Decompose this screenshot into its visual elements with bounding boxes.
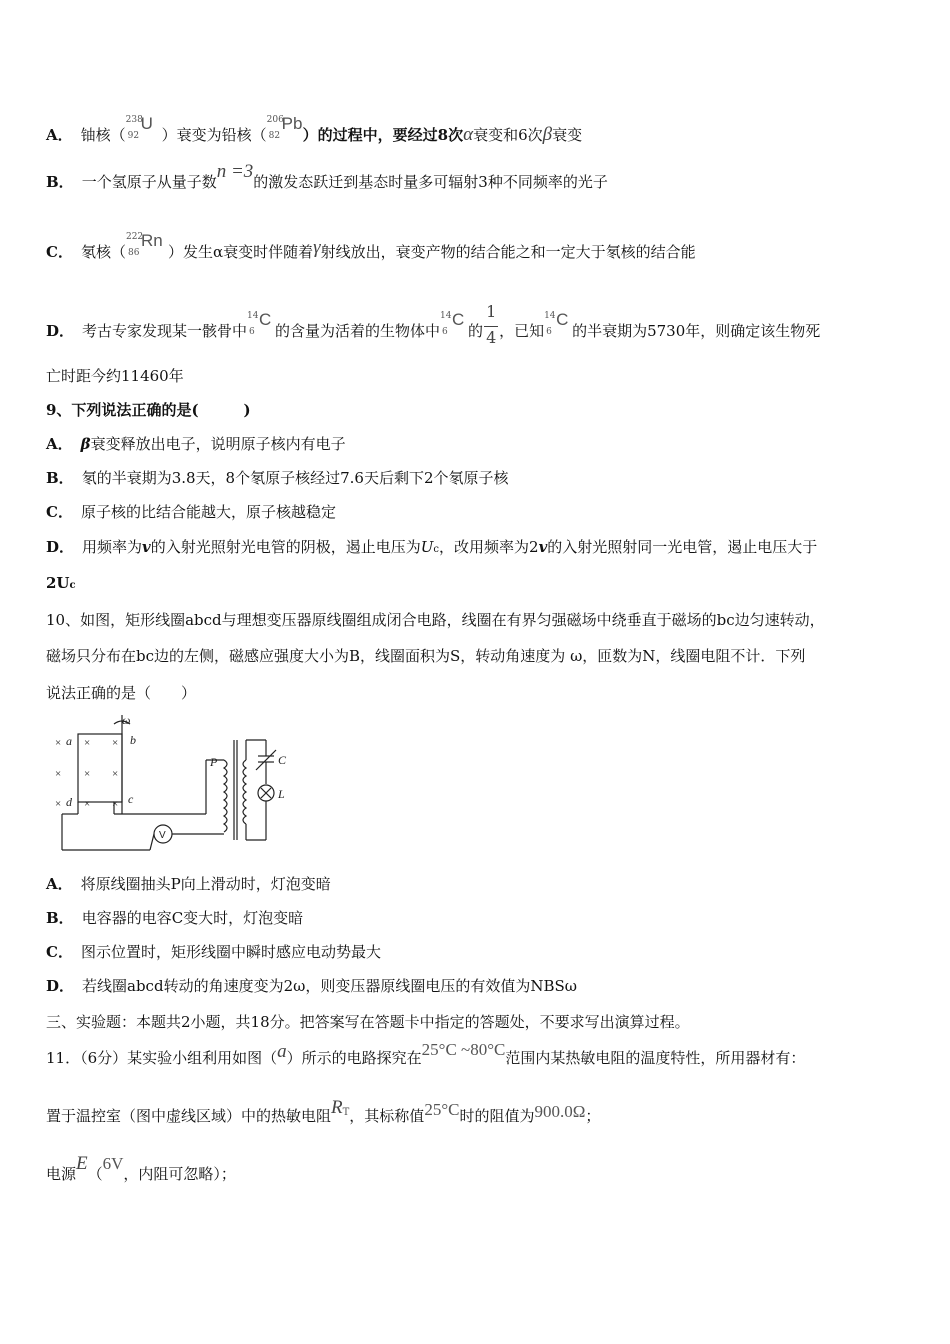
emf-symbol: E	[76, 1153, 88, 1174]
voltage-symbol: U	[420, 538, 434, 556]
x-mark: ×	[84, 768, 91, 780]
option-label: C．	[46, 943, 73, 961]
q10-option-d	[46, 976, 577, 996]
option-text: 用频率为	[82, 538, 143, 556]
option-text: 氡核（	[80, 243, 126, 261]
option-label: D．	[46, 322, 75, 340]
option-text: 铀核（	[80, 126, 126, 144]
q10-option-c	[46, 942, 381, 962]
option-text: 的	[468, 322, 484, 340]
option-label: A．	[46, 875, 73, 893]
label-a: a	[66, 734, 72, 748]
q9-option-d-cont	[46, 573, 76, 596]
figure-ref: a	[277, 1041, 287, 1062]
option-text: 氡的半衰期为3.8天，8个氡原子核经过7.6天后剩下2个氡原子核	[81, 469, 509, 487]
quantum-number: n =3	[216, 161, 254, 182]
option-b	[46, 161, 608, 192]
q11-line2	[46, 1097, 601, 1129]
label-capacitor: C	[278, 753, 287, 767]
option-text: 衰变和6次	[473, 126, 543, 144]
gamma-symbol: γ	[313, 237, 321, 258]
q11-text: 11．（6分）某实验小组利用如图（	[46, 1049, 278, 1067]
x-mark: ×	[112, 768, 119, 780]
fraction-one-quarter: $\frac{1}{4}$	[486, 302, 497, 347]
option-label: C．	[46, 503, 73, 521]
option-a	[46, 114, 582, 145]
resistor-symbol: R	[331, 1097, 343, 1118]
option-text: 的半衰期为5730年，则确定该生物死	[572, 322, 821, 340]
lead-nuclide: 206 82 Pb	[266, 114, 303, 141]
circuit-figure	[46, 710, 306, 860]
x-mark: ×	[84, 737, 91, 749]
option-d	[46, 304, 820, 350]
q11-text: 时的阻值为	[459, 1107, 535, 1125]
q9-stem: 9、下列说法正确的是( )	[46, 401, 251, 419]
uranium-nuclide: 238 92 U	[125, 114, 153, 141]
option-text: 图示位置时，矩形线圈中瞬时感应电动势最大	[80, 943, 381, 961]
option-label: B．	[46, 909, 74, 927]
x-mark: ×	[112, 737, 119, 749]
option-text: 的入射光照射同一光电管，遏止电压大于	[547, 538, 818, 556]
label-omega: ω	[122, 713, 131, 727]
label-b: b	[130, 733, 136, 747]
option-label: B．	[46, 173, 74, 191]
option-label: D．	[46, 538, 75, 556]
subscript: T	[342, 1107, 350, 1118]
q9-option-c	[46, 502, 336, 522]
q10-option-a	[46, 874, 331, 894]
frequency-symbol: v	[538, 538, 548, 556]
option-text: ）发生α衰变时伴随着	[167, 243, 314, 261]
q11-text: ；	[585, 1107, 601, 1125]
option-label: A．	[46, 435, 73, 453]
q10-stem-line3: 说法正确的是（ ）	[46, 684, 197, 702]
option-text: ）的过程中，要经过8次	[302, 126, 464, 144]
option-c	[46, 231, 696, 262]
label-p: P	[210, 755, 218, 769]
x-mark: ×	[55, 768, 62, 780]
q9-option-a	[46, 434, 346, 454]
x-mark: ×	[55, 798, 62, 810]
q11-line3	[46, 1153, 236, 1184]
x-mark: ×	[112, 798, 119, 810]
option-text: 的含量为活着的生物体中	[275, 322, 441, 340]
subscript: c	[69, 580, 76, 591]
voltage-value: 6V	[102, 1154, 124, 1173]
option-text: 考古专家发现某一骸骨中	[82, 322, 248, 340]
option-label: B．	[46, 469, 74, 487]
option-d-cont: 亡时距今约11460年	[46, 367, 184, 385]
option-text: 一个氢原子从量子数	[81, 173, 217, 191]
q11-text: 置于温控室（图中虚线区域）中的热敏电阻	[46, 1107, 332, 1125]
q11-text: ，内阻可忽略）；	[123, 1165, 236, 1183]
radon-nuclide: 222 86 Rn	[125, 231, 163, 258]
temperature-range: 25°C ~80°C	[421, 1040, 506, 1059]
label-lamp: L	[278, 787, 285, 801]
option-text: 射线放出，衰变产物的结合能之和一定大于氡核的结合能	[320, 243, 696, 261]
option-label: C．	[46, 243, 73, 261]
voltmeter-label: V	[159, 830, 166, 841]
label-c: c	[128, 792, 134, 806]
option-text: ，已知	[499, 322, 545, 340]
q11-line1	[46, 1040, 806, 1068]
q11-text: ，其标称值	[349, 1107, 425, 1125]
alpha-symbol: α	[463, 124, 474, 145]
option-text: 电容器的电容C变大时，灯泡变暗	[81, 909, 304, 927]
subscript: c	[433, 544, 440, 555]
option-text: 2U	[46, 574, 70, 592]
option-text: 衰变释放出电子，说明原子核内有电子	[90, 435, 346, 453]
carbon14-nuclide: 14 6 C	[247, 310, 272, 337]
q9-option-d	[46, 537, 817, 560]
label-d: d	[66, 795, 72, 809]
q10-stem-line1: 10、如图，矩形线圈abcd与理想变压器原线圈组成闭合电路，线圈在有界匀强磁场中绕垂直于磁场的bc边匀速转动，	[46, 611, 825, 629]
section-3-heading: 三、实验题：本题共2小题，共18分。把答案写在答题卡中指定的答题处，不要求写出演算过程。	[46, 1013, 690, 1031]
beta-symbol: β	[542, 124, 553, 145]
frequency-symbol: v	[142, 538, 151, 556]
option-text: 若线圈abcd转动的角速度变为2ω，则变压器原线圈电压的有效值为NBSω	[82, 977, 577, 995]
q10-stem-line2: 磁场只分布在bc边的左侧，磁感应强度大小为B，线圈面积为S，转动角速度为 ω，匝数为N，线圈电阻不计．下列	[46, 647, 806, 665]
q11-text: 电源	[46, 1165, 77, 1183]
q11-text: （	[87, 1165, 103, 1183]
beta-symbol: β	[80, 435, 91, 453]
carbon14-nuclide: 14 6 C	[440, 310, 465, 337]
q9-option-b	[46, 468, 509, 488]
option-text: 原子核的比结合能越大，原子核越稳定	[80, 503, 336, 521]
option-text: 的入射光照射光电管的阴极，遏止电压为	[150, 538, 421, 556]
nominal-temperature: 25°C	[424, 1100, 460, 1119]
q11-text: 范围内某热敏电阻的温度特性，所用器材有：	[505, 1049, 806, 1067]
option-label: D．	[46, 977, 75, 995]
x-mark: ×	[55, 737, 62, 749]
option-text: 衰变	[552, 126, 583, 144]
q11-text: ）所示的电路探究在	[286, 1049, 422, 1067]
option-text: 的激发态跃迁到基态时量多可辐射3种不同频率的光子	[253, 173, 608, 191]
option-label: A．	[46, 126, 73, 144]
q10-option-b	[46, 908, 303, 928]
resistance-value: 900.0Ω	[534, 1102, 586, 1121]
option-text: ，改用频率为2	[439, 538, 539, 556]
option-text: ）衰变为铅核（	[161, 126, 267, 144]
option-text: 将原线圈抽头P向上滑动时，灯泡变暗	[80, 875, 331, 893]
carbon14-nuclide: 14 6 C	[544, 310, 569, 337]
x-mark: ×	[84, 798, 91, 810]
